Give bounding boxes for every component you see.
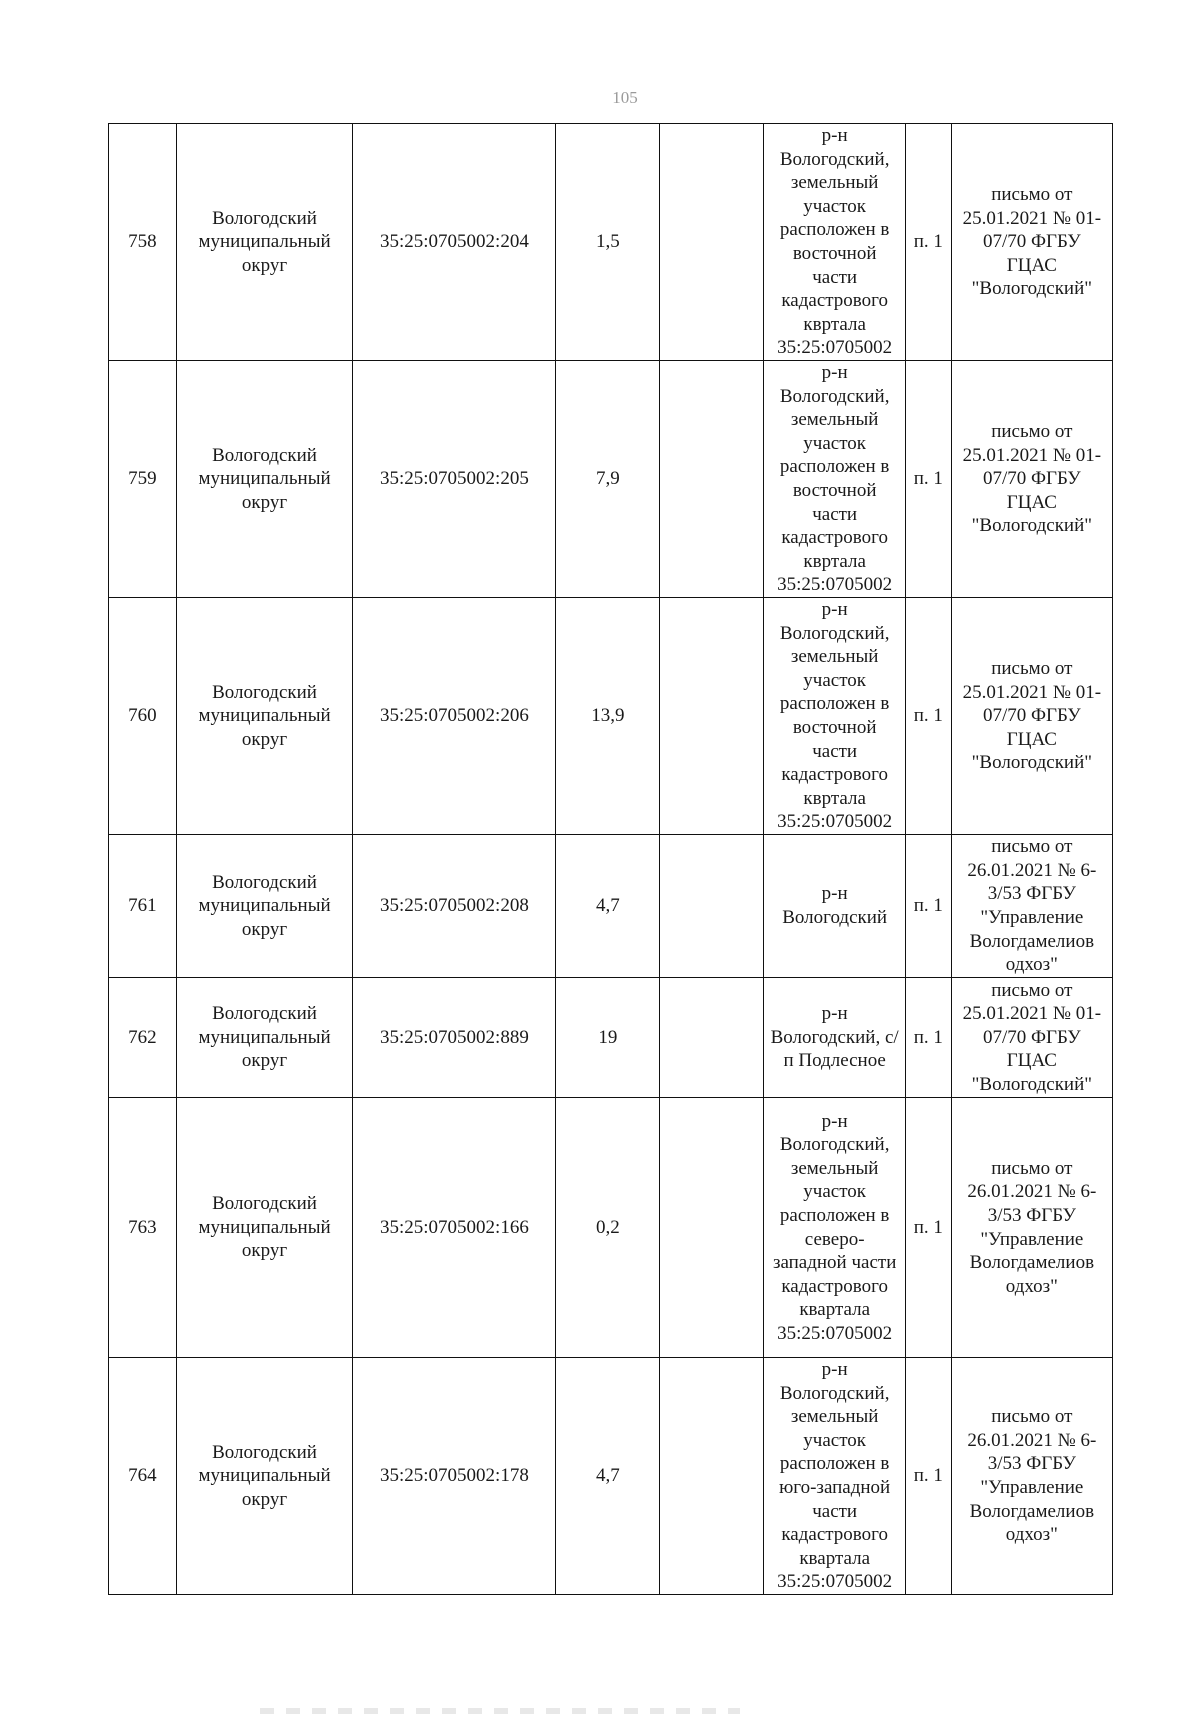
row-number: 758 — [109, 124, 177, 361]
area-cell: 0,2 — [556, 1098, 660, 1358]
address-cell: р-н Вологодский, земельный участок расположен в восточной части кадастрового квртала 35:25:0705002 — [764, 598, 905, 835]
row-number: 762 — [109, 978, 177, 1098]
land-plots-table — [108, 123, 1113, 1595]
empty-cell — [660, 124, 764, 361]
table-row — [109, 124, 1113, 361]
area-cell: 1,5 — [556, 124, 660, 361]
table-row — [109, 835, 1113, 978]
address-cell: р-н Вологодский, с/п Подлесное — [764, 978, 905, 1098]
address-cell: р-н Вологодский, земельный участок расположен в юго-западной части кадастрового квартала 35:25:0705002 — [764, 1358, 905, 1595]
empty-cell — [660, 1098, 764, 1358]
empty-cell — [660, 1358, 764, 1595]
source-cell: письмо от 26.01.2021 № 6-3/53 ФГБУ "Управление Вологдамелиов одхоз" — [951, 1098, 1112, 1358]
municipality-cell: Вологодский муниципальный округ — [176, 835, 353, 978]
row-number: 761 — [109, 835, 177, 978]
scan-artifact — [260, 1708, 740, 1714]
municipality-cell: Вологодский муниципальный округ — [176, 978, 353, 1098]
municipality-cell: Вологодский муниципальный округ — [176, 361, 353, 598]
point-cell: п. 1 — [905, 835, 951, 978]
table-row — [109, 978, 1113, 1098]
row-number: 759 — [109, 361, 177, 598]
municipality-cell: Вологодский муниципальный округ — [176, 598, 353, 835]
source-cell: письмо от 26.01.2021 № 6-3/53 ФГБУ "Управление Вологдамелиов одхоз" — [951, 835, 1112, 978]
table-row — [109, 1358, 1113, 1595]
point-cell: п. 1 — [905, 978, 951, 1098]
municipality-cell: Вологодский муниципальный округ — [176, 1098, 353, 1358]
empty-cell — [660, 361, 764, 598]
point-cell: п. 1 — [905, 1358, 951, 1595]
table-row — [109, 1098, 1113, 1358]
municipality-cell: Вологодский муниципальный округ — [176, 1358, 353, 1595]
source-cell: письмо от 25.01.2021 № 01-07/70 ФГБУ ГЦАС "Вологодский" — [951, 978, 1112, 1098]
empty-cell — [660, 978, 764, 1098]
cadastral-number-cell: 35:25:0705002:208 — [353, 835, 556, 978]
area-cell: 13,9 — [556, 598, 660, 835]
area-cell: 19 — [556, 978, 660, 1098]
empty-cell — [660, 598, 764, 835]
source-cell: письмо от 25.01.2021 № 01-07/70 ФГБУ ГЦАС "Вологодский" — [951, 361, 1112, 598]
address-cell: р-н Вологодский — [764, 835, 905, 978]
table-row — [109, 598, 1113, 835]
row-number: 763 — [109, 1098, 177, 1358]
empty-cell — [660, 835, 764, 978]
source-cell: письмо от 25.01.2021 № 01-07/70 ФГБУ ГЦАС "Вологодский" — [951, 124, 1112, 361]
point-cell: п. 1 — [905, 1098, 951, 1358]
page-number: 105 — [612, 88, 638, 107]
area-cell: 7,9 — [556, 361, 660, 598]
address-cell: р-н Вологодский, земельный участок расположен в восточной части кадастрового квртала 35:25:0705002 — [764, 124, 905, 361]
cadastral-number-cell: 35:25:0705002:889 — [353, 978, 556, 1098]
row-number: 764 — [109, 1358, 177, 1595]
source-cell: письмо от 25.01.2021 № 01-07/70 ФГБУ ГЦАС "Вологодский" — [951, 598, 1112, 835]
municipality-cell: Вологодский муниципальный округ — [176, 124, 353, 361]
area-cell: 4,7 — [556, 835, 660, 978]
cadastral-number-cell: 35:25:0705002:178 — [353, 1358, 556, 1595]
cadastral-number-cell: 35:25:0705002:166 — [353, 1098, 556, 1358]
cadastral-number-cell: 35:25:0705002:204 — [353, 124, 556, 361]
point-cell: п. 1 — [905, 124, 951, 361]
cadastral-number-cell: 35:25:0705002:206 — [353, 598, 556, 835]
table-row — [109, 361, 1113, 598]
point-cell: п. 1 — [905, 361, 951, 598]
cadastral-number-cell: 35:25:0705002:205 — [353, 361, 556, 598]
area-cell: 4,7 — [556, 1358, 660, 1595]
address-cell: р-н Вологодский, земельный участок расположен в восточной части кадастрового квртала 35:25:0705002 — [764, 361, 905, 598]
source-cell: письмо от 26.01.2021 № 6-3/53 ФГБУ "Управление Вологдамелиов одхоз" — [951, 1358, 1112, 1595]
point-cell: п. 1 — [905, 598, 951, 835]
row-number: 760 — [109, 598, 177, 835]
address-cell: р-н Вологодский, земельный участок расположен в северо-западной части кадастрового квартала 35:25:0705002 — [764, 1098, 905, 1358]
